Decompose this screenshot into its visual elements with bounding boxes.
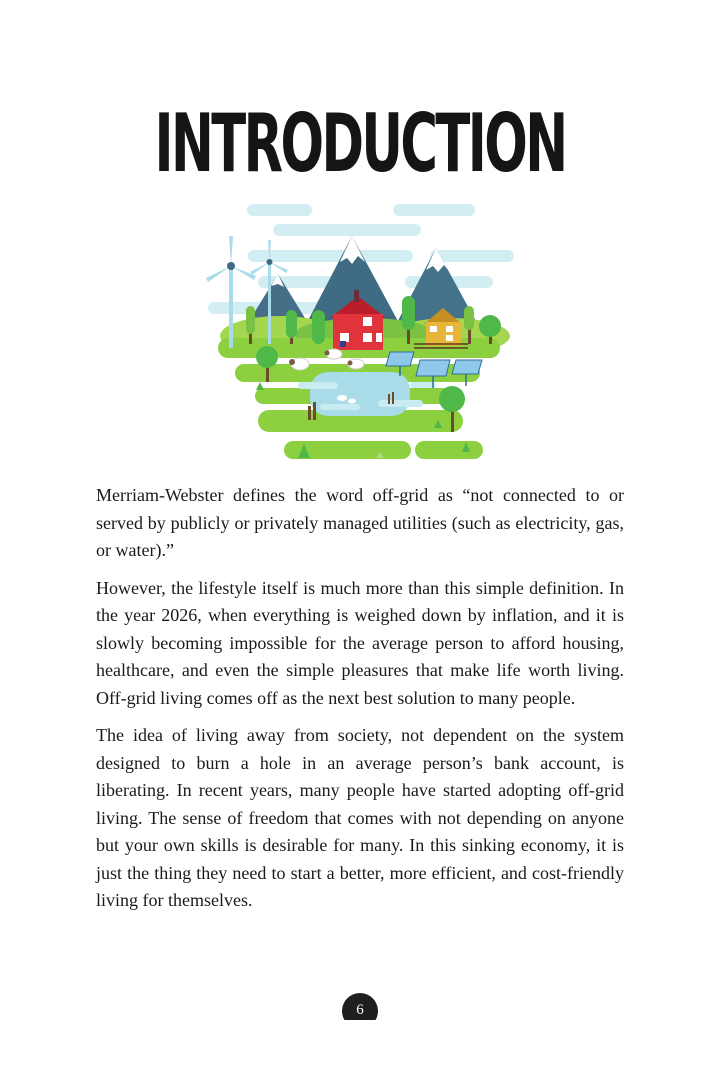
paragraph: Merriam-Webster defines the word off-grid as “not connected to or served by publicly or privately managed utilities (such as electricity, gas, or water).” bbox=[96, 485, 624, 560]
page-number: 6 bbox=[342, 993, 378, 1029]
body-text bbox=[96, 482, 624, 925]
page-title: INTRODUCTION bbox=[154, 97, 566, 190]
off-grid-village-illustration bbox=[200, 196, 520, 466]
paragraph: However, the lifestyle itself is much more than this simple definition. In the year 2026, when everything is weighed down by inflation, and it is slowly becoming impossible for the average person to afford housing, healthcare, and even the simple pleasures that make life worth living. Off-grid living comes off as the next best solution to many people. bbox=[96, 577, 624, 708]
page-bottom-edge bbox=[330, 1020, 390, 1040]
paragraph: The idea of living away from society, not dependent on the system designed to burn a hole in an average person’s bank account, is liberating. In recent years, many people have started adopting off-grid living. The sense of freedom that comes with not depending on anyone but your own skills is desirable for many. In this sinking economy, it is just the thing they need to start a better, more efficient, and cost-friendly living for themselves. bbox=[96, 725, 624, 910]
